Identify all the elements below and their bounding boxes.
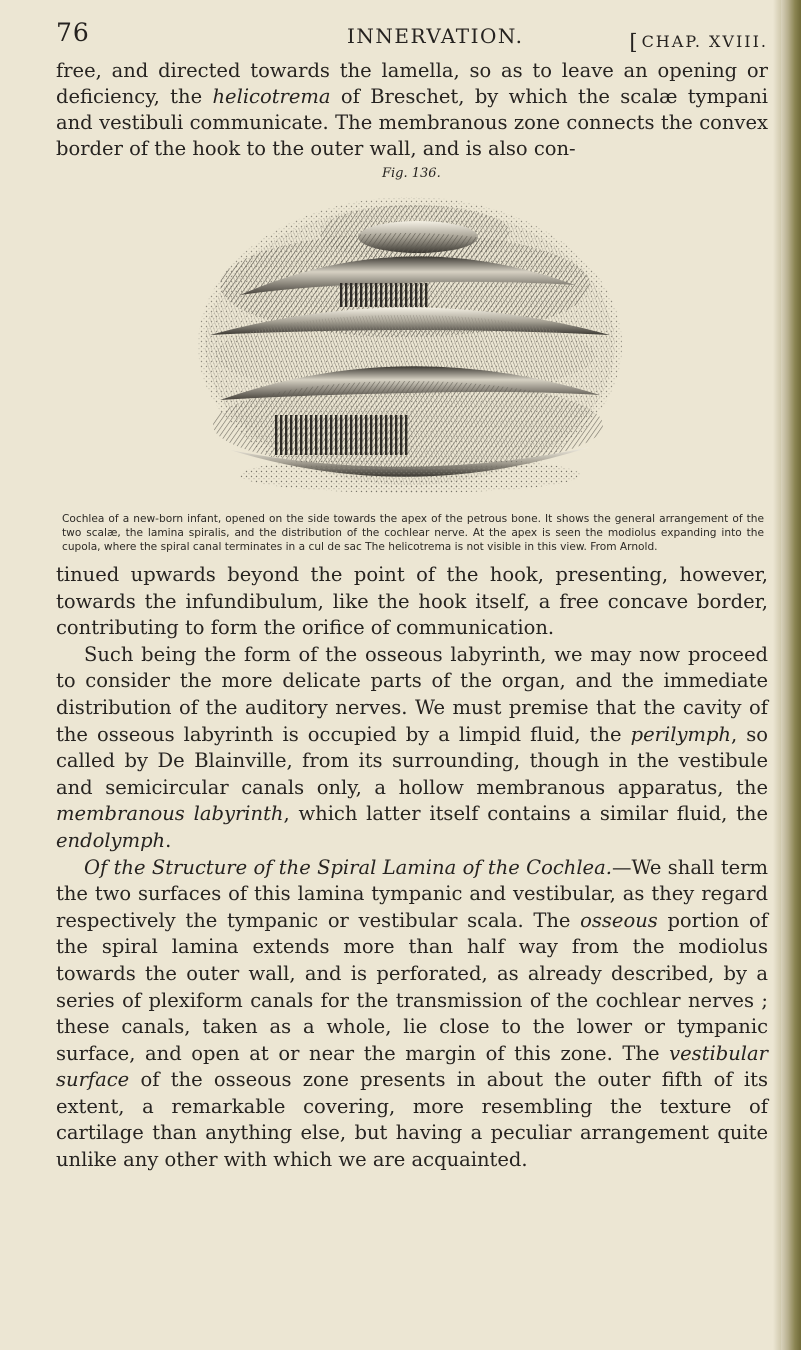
text-run: .	[165, 828, 172, 852]
paragraph-spiral-lamina	[56, 855, 768, 1174]
italic-term: membranous labyrinth	[56, 802, 284, 826]
figure-caption: Cochlea of a new-born infant, opened on the side towards the apex of the petrous bone. It shows the general arrangement of the two scalæ, the lamina spiralis, and the distribution of the cochlear nerve. At the apex is seen the modiolus expanding into the cupola, where the spiral canal terminates in a cul de sac The helicotrema is not visible in this view. From Arnold.	[62, 513, 764, 553]
text-run: of Breschet, by which the scalæ tympani and vestibuli communicate. The membranous zone connects the convex border of the hook to the outer wall, and is also con-	[56, 85, 768, 160]
running-header	[56, 18, 772, 52]
italic-term: helicotrema	[212, 85, 331, 108]
paragraph-labyrinth	[56, 642, 768, 855]
paragraph-continued	[56, 562, 768, 642]
running-title: INNERVATION.	[347, 24, 524, 48]
text-run: Such being the form of the osseous labyrinth, we may now proceed to consider the more delicate parts of the organ, and the immediate distribution of the auditory nerves. We must premise that the cavity of the osseous labyrinth is occupied by a limpid fluid, the	[56, 642, 768, 746]
body-text	[56, 562, 768, 1174]
text-run: , which latter itself contains a similar fluid, the	[283, 802, 768, 826]
text-run: tinued upwards beyond the point of the hook, presenting, however, towards the infundibulum, like the hook itself, a free concave border, contributing to form the orifice of communication.	[56, 563, 768, 640]
text-run: of the osseous zone presents in about the outer fifth of its extent, a remarkable covering, more resembling the texture of cartilage than anything else, but having a peculiar arrangement quite unlike any other with which we are acquainted.	[56, 1068, 768, 1172]
paragraph-opening	[56, 58, 768, 162]
text-run: portion of the spiral lamina extends more than half way from the modiolus towards the outer wall, and is perforated, as already described, by a series of plexiform canals for the transmission of the cochlear nerves ; these canals, taken as a whole, lie close to the lower or tympanic surface, and open at or near the margin of this zone. The	[56, 908, 768, 1065]
text-run: free, and directed towards the lamella, so as to leave an opening or deficiency, the	[56, 59, 768, 108]
italic-term: perilymph	[630, 722, 731, 746]
section-heading-italic: Of the Structure of the Spiral Lamina of the Cochlea.	[84, 855, 612, 879]
italic-term: endolymph	[56, 828, 166, 852]
chapter-text: CHAP. XVIII.	[641, 32, 768, 51]
cochlea-illustration	[190, 185, 630, 495]
page-number: 76	[56, 18, 90, 47]
page-edge	[781, 0, 801, 1350]
chapter-label: [ CHAP. XVIII.	[629, 30, 768, 54]
italic-term: osseous	[580, 908, 658, 932]
text-run: , so called by De Blainville, from its surrounding, though in the vestibule and semicircular canals only, a hollow membranous apparatus, the	[56, 722, 768, 799]
figure-label: Fig. 136.	[382, 166, 441, 181]
italic-term: vestibular surface	[56, 1041, 768, 1092]
page-edge-shadow	[773, 0, 781, 1350]
text-run: —We shall term the two surfaces of this lamina tympanic and vestibular, as they regard respectively the tympanic or vestibular scala. The	[56, 855, 769, 932]
